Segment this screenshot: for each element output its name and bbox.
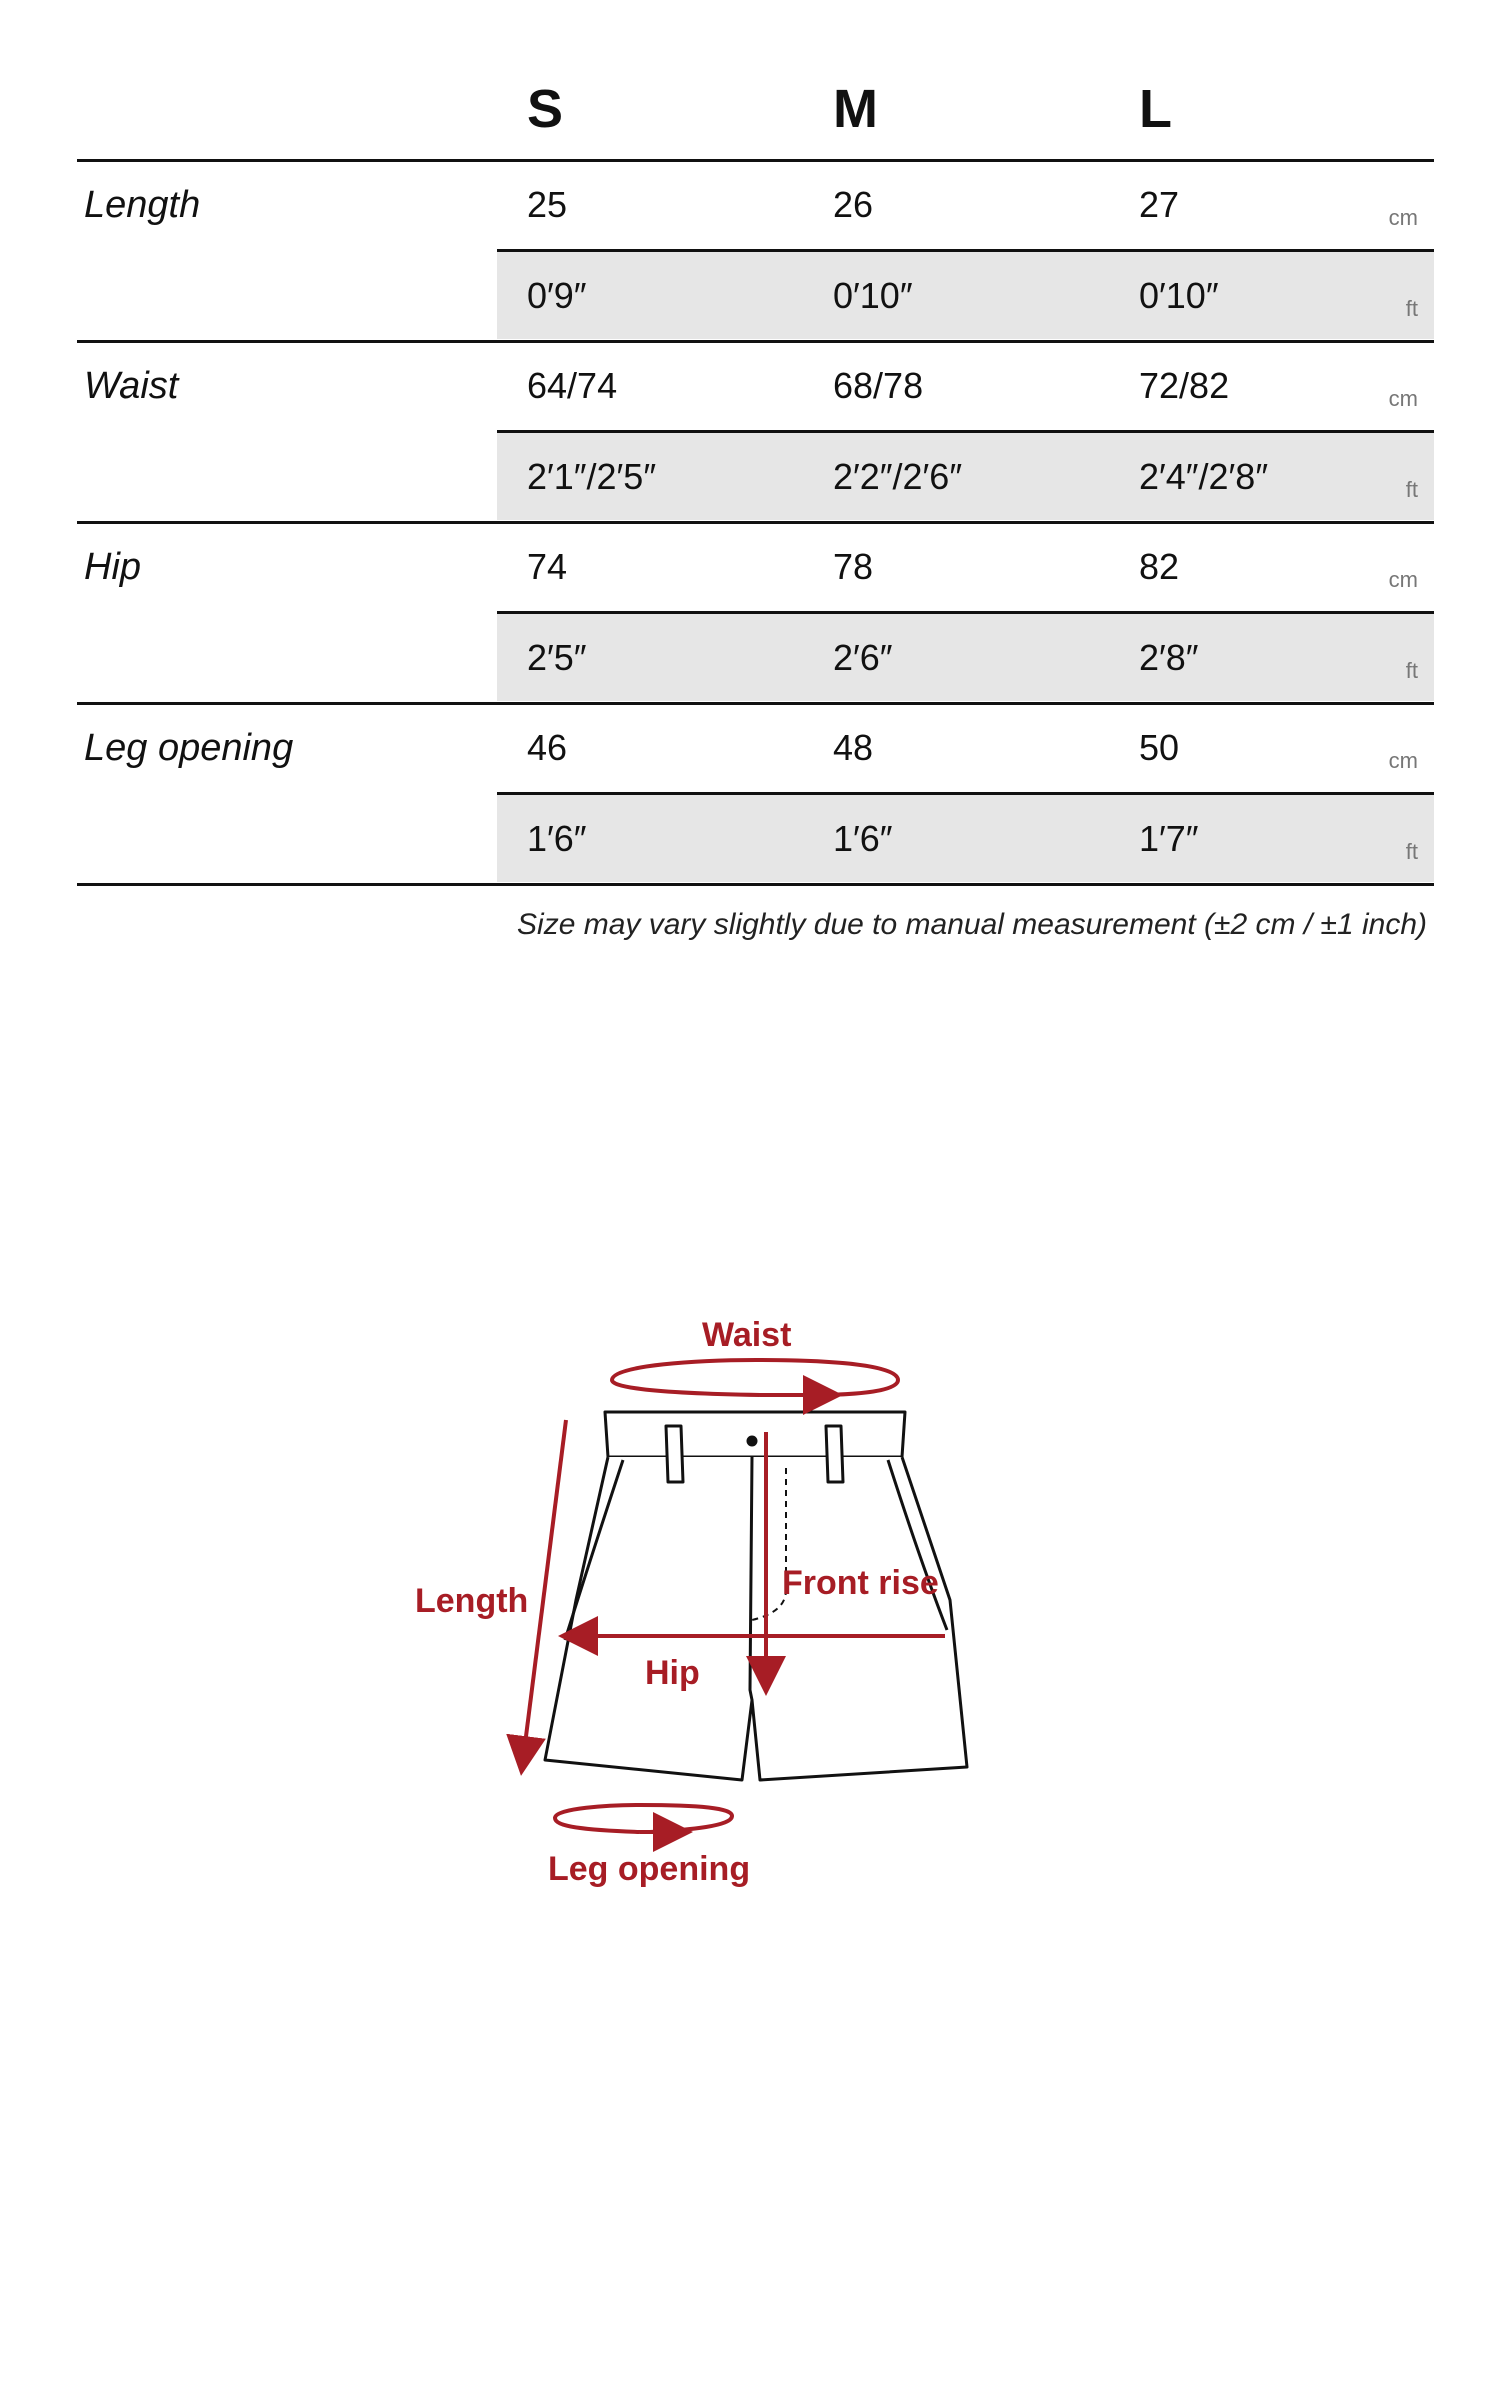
- cell-leg-l-cm: 50: [1139, 727, 1180, 768]
- cell-length-l-ft: 0′10″: [1139, 275, 1219, 316]
- cell-length-l-cm: 27: [1139, 184, 1180, 225]
- unit-cm: cm: [1388, 748, 1418, 773]
- cell-hip-s-ft: 2′5″: [527, 637, 587, 678]
- cell-leg-s-cm: 46: [527, 727, 568, 768]
- cell-waist-s-ft: 2′1″/2′5″: [527, 456, 657, 497]
- unit-ft: ft: [1405, 839, 1418, 864]
- size-header-s: S: [527, 79, 564, 139]
- unit-ft: ft: [1405, 296, 1418, 321]
- size-header-m: M: [833, 79, 878, 139]
- cell-waist-l-ft: 2′4″/2′8″: [1139, 456, 1269, 497]
- cell-leg-s-ft: 1′6″: [527, 818, 587, 859]
- cell-length-m-ft: 0′10″: [833, 275, 913, 316]
- cell-waist-l-cm: 72/82: [1139, 365, 1230, 406]
- cell-length-s-ft: 0′9″: [527, 275, 587, 316]
- cell-hip-l-cm: 82: [1139, 546, 1180, 587]
- diagram-label-leg-opening: Leg opening: [548, 1850, 751, 1888]
- cell-length-m-cm: 26: [833, 184, 874, 225]
- cell-leg-l-ft: 1′7″: [1139, 818, 1199, 859]
- cell-hip-s-cm: 74: [527, 546, 568, 587]
- unit-cm: cm: [1388, 205, 1418, 230]
- diagram-label-front-rise: Front rise: [782, 1564, 939, 1602]
- cell-waist-s-cm: 64/74: [527, 365, 618, 406]
- row-label-hip: Hip: [84, 546, 142, 588]
- unit-ft: ft: [1405, 658, 1418, 683]
- diagram-label-length: Length: [415, 1582, 529, 1620]
- waist-arrow: [612, 1360, 898, 1395]
- diagram-label-waist: Waist: [702, 1316, 792, 1354]
- row-label-length: Length: [84, 184, 201, 226]
- unit-cm: cm: [1388, 386, 1418, 411]
- diagram-label-hip: Hip: [645, 1654, 700, 1692]
- cell-hip-m-ft: 2′6″: [833, 637, 893, 678]
- size-header-l: L: [1139, 79, 1172, 139]
- cell-waist-m-ft: 2′2″/2′6″: [833, 456, 963, 497]
- cell-length-s-cm: 25: [527, 184, 568, 225]
- row-label-waist: Waist: [84, 365, 179, 407]
- row-label-leg-opening: Leg opening: [84, 727, 294, 769]
- unit-ft: ft: [1405, 477, 1418, 502]
- unit-cm: cm: [1388, 567, 1418, 592]
- cell-waist-m-cm: 68/78: [833, 365, 924, 406]
- measurement-note: Size may vary slightly due to manual measurement (±2 cm / ±1 inch): [517, 908, 1427, 941]
- leg-opening-arrow: [555, 1805, 732, 1832]
- cell-hip-m-cm: 78: [833, 546, 874, 587]
- cell-leg-m-cm: 48: [833, 727, 874, 768]
- cell-hip-l-ft: 2′8″: [1139, 637, 1199, 678]
- cell-leg-m-ft: 1′6″: [833, 818, 893, 859]
